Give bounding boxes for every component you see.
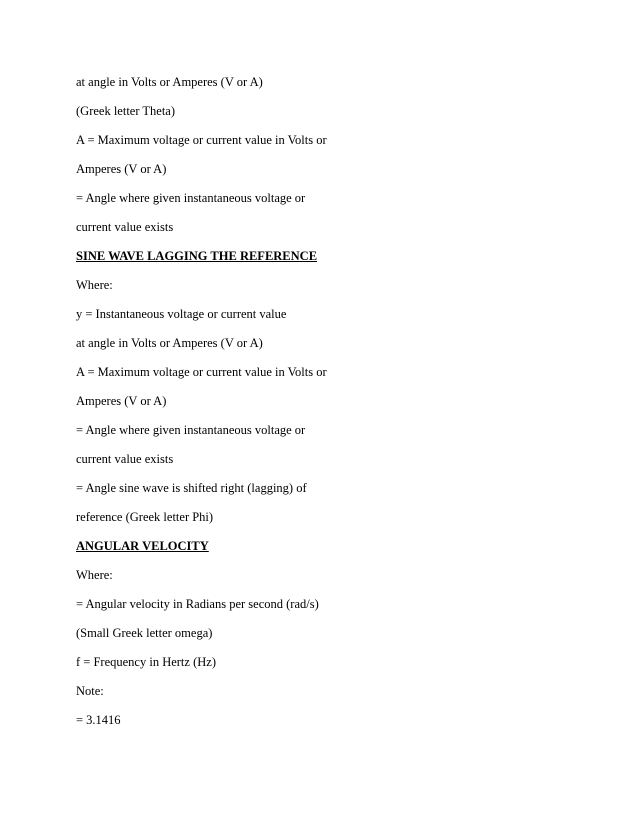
body-line: Amperes (V or A): [76, 162, 167, 176]
body-line: A = Maximum voltage or current value in Volts or: [76, 365, 327, 379]
body-line: Note:: [76, 684, 104, 698]
body-line: at angle in Volts or Amperes (V or A): [76, 336, 263, 350]
body-line: y = Instantaneous voltage or current value: [76, 307, 287, 321]
body-line: A = Maximum voltage or current value in Volts or: [76, 133, 327, 147]
section-heading-sine-wave-lagging: SINE WAVE LAGGING THE REFERENCE: [76, 249, 318, 263]
body-line: (Greek letter Theta): [76, 104, 176, 118]
body-line: = Angular velocity in Radians per second (rad/s): [76, 597, 319, 611]
body-line: Amperes (V or A): [76, 394, 167, 408]
body-line: Where:: [76, 568, 113, 582]
body-line: current value exists: [76, 220, 174, 234]
body-line: = Angle sine wave is shifted right (lagging) of: [76, 481, 307, 495]
body-line: = Angle where given instantaneous voltage or: [76, 423, 306, 437]
section-heading-angular-velocity: ANGULAR VELOCITY: [76, 539, 209, 553]
body-line: at angle in Volts or Amperes (V or A): [76, 75, 263, 89]
body-line: Where:: [76, 278, 113, 292]
body-line: (Small Greek letter omega): [76, 626, 213, 640]
body-line: current value exists: [76, 452, 174, 466]
body-line: reference (Greek letter Phi): [76, 510, 214, 524]
body-line: f = Frequency in Hertz (Hz): [76, 655, 216, 669]
body-line: = 3.1416: [76, 713, 121, 727]
document-body: [76, 72, 576, 739]
body-line: = Angle where given instantaneous voltage or: [76, 191, 306, 205]
